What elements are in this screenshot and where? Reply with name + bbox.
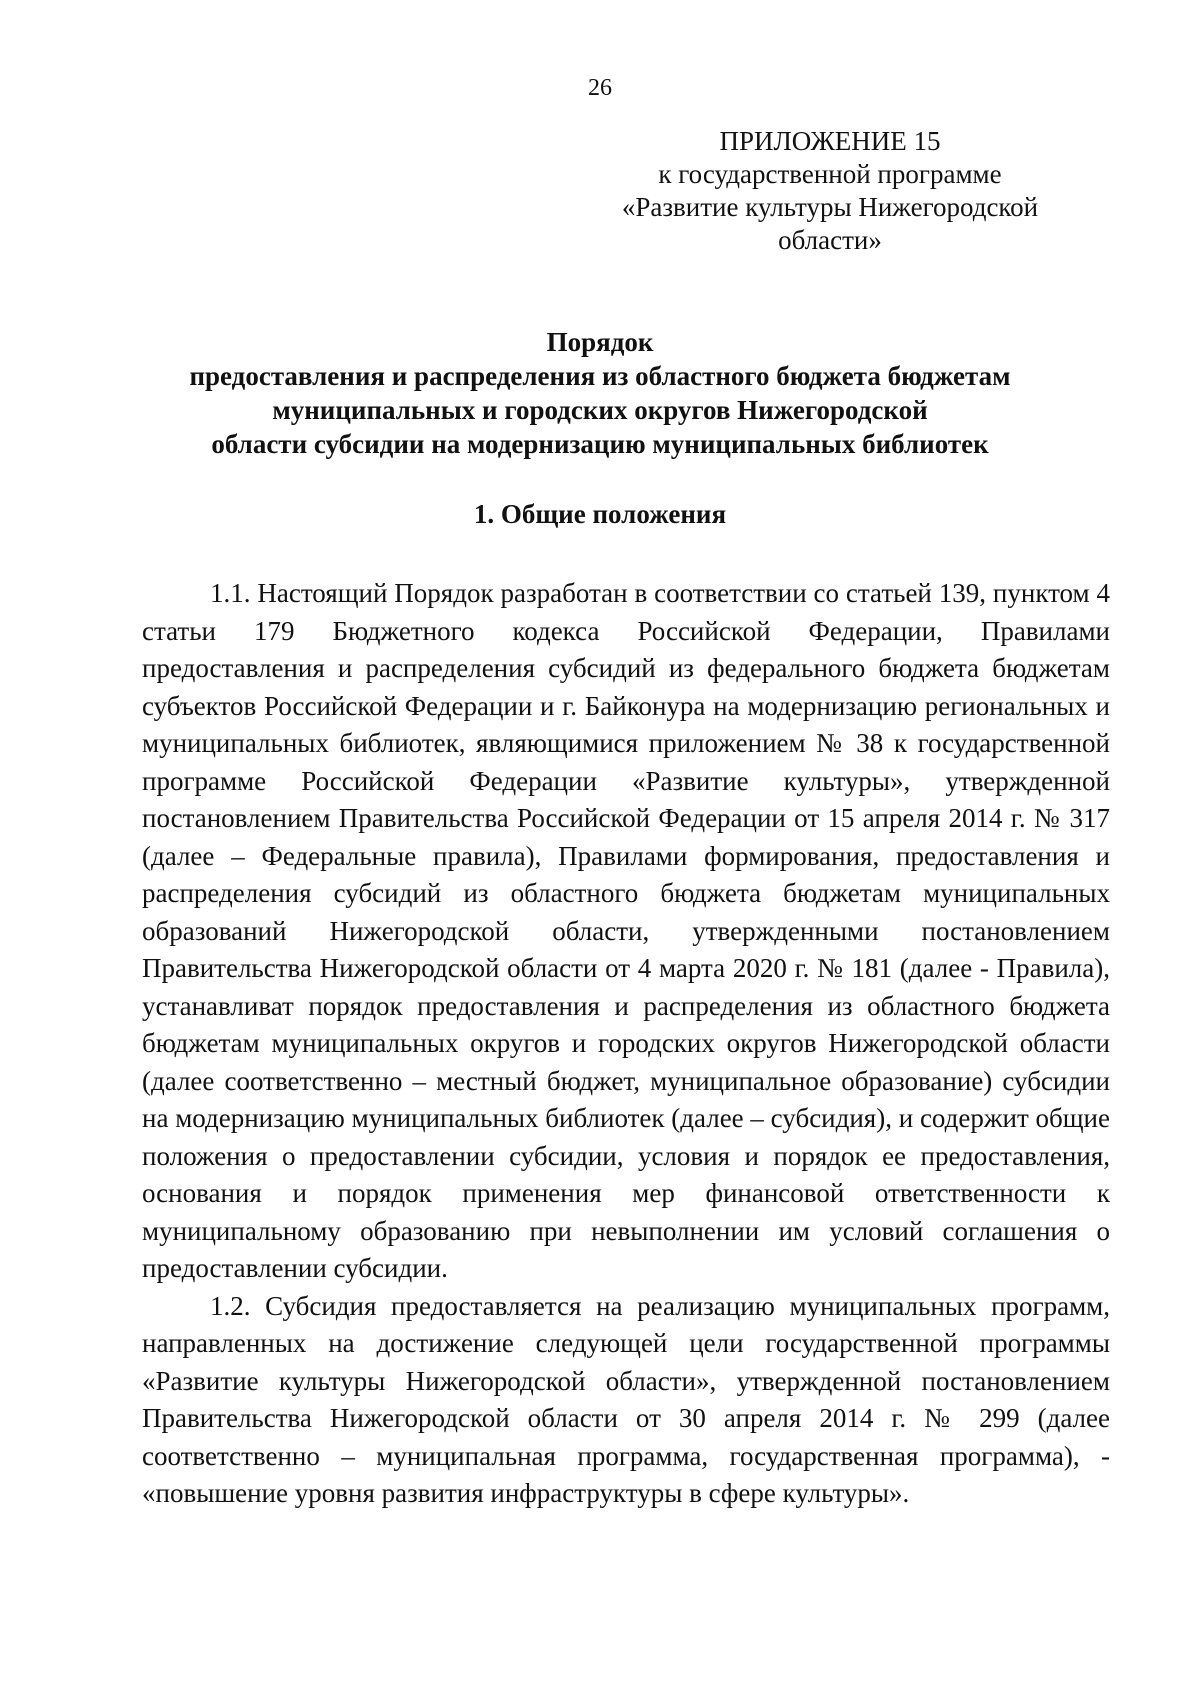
title-line: предоставления и распределения из областного бюджета бюджетам [189,361,1011,391]
section-heading: 1. Общие положения [473,499,727,529]
appendix-number: ПРИЛОЖЕНИЕ 15 [719,126,941,156]
title-line: Порядок [546,327,654,357]
document-title [140,325,1060,461]
appendix-program-name-line: области» [778,225,882,255]
appendix-block [600,125,1060,257]
appendix-reference-line: к государственной программе [658,159,1002,189]
title-line: области субсидии на модернизацию муниципальных библиотек [211,429,989,459]
appendix-program-name-line: «Развитие культуры Нижегородской [621,192,1039,222]
page-number: 26 [588,75,612,101]
title-line: муниципальных и городских округов Нижегородской [272,395,928,425]
paragraph-1-1: 1.1. Настоящий Порядок разработан в соответствии со статьей 139, пунктом 4 статьи 179 Бюджетного кодекса Российской Федерации, Правилами предоставления и распределения субсидий из федерального бюджета бюджетам субъектов Российской Федерации и г. Байконура на модернизацию региональных и муниципальных библиотек, являющимися приложением № 38 к государственной программе Российской Федерации «Развитие культуры», утвержденной постановлением Правительства Российской Федерации от 15 апреля 2014 г. № 317 (далее – Федеральные правила), Правилами формирования, предоставления и распределения субсидий из областного бюджета бюджетам муниципальных образований Нижегородской области, утвержденными постановлением Правительства Нижегородской области от 4 марта 2020 г. № 181 (далее - Правила), устанавливат порядок предоставления и распределения из областного бюджета бюджетам муниципальных округов и городских округов Нижегородской области (далее соответственно – местный бюджет, муниципальное образование) субсидии на модернизацию муниципальных библиотек (далее – субсидия), и содержит общие положения о предоставлении субсидии, условия и порядок ее предоставления, основания и порядок применения мер финансовой ответственности к муниципальному образованию при невыполнении им условий соглашения о предоставлении субсидии. [142,578,1110,1283]
document-body [142,575,1110,1513]
paragraph-1-2: 1.2. Субсидия предоставляется на реализацию муниципальных программ, направленных на достижение следующей цели государственной программы «Развитие культуры Нижегородской области», утвержденной постановлением Правительства Нижегородской области от 30 апреля 2014 г. № 299 (далее соответственно – муниципальная программа, государственная программа), - «повышение уровня развития инфраструктуры в сфере культуры». [142,1290,1110,1508]
